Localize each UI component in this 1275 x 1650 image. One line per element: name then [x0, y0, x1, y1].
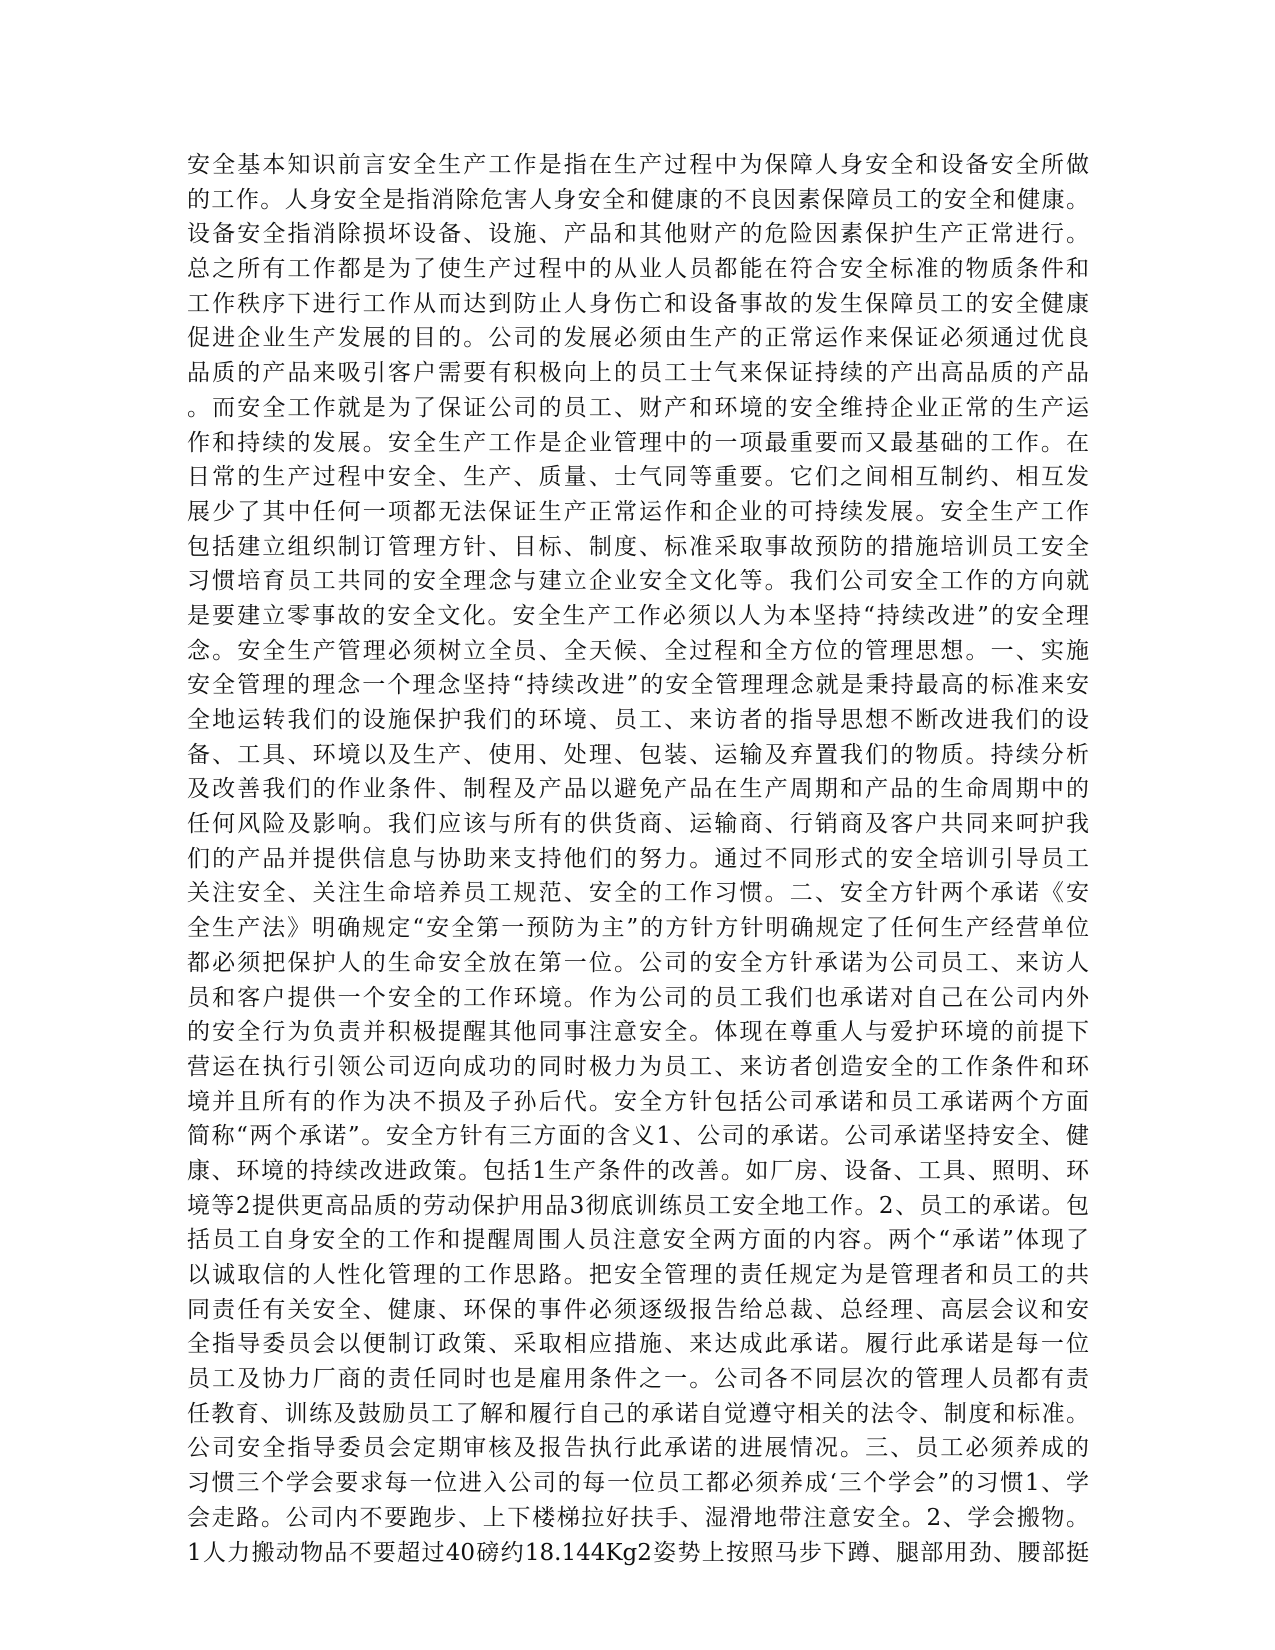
text-line: 全指导委员会以便制订政策、采取相应措施、来达成此承诺。履行此承诺是每一位 [187, 1331, 1089, 1358]
text-line: 境并且所有的作为决不损及子孙后代。安全方针包括公司承诺和员工承诺两个方面 [187, 1088, 1089, 1115]
text-line: 任教育、训练及鼓励员工了解和履行自己的承诺自觉遵守相关的法令、制度和标准。 [187, 1400, 1089, 1427]
body-text [187, 148, 1089, 1570]
text-line: 们的产品并提供信息与协助来支持他们的努力。通过不同形式的安全培训引导员工 [187, 845, 1089, 872]
text-line: 都必须把保护人的生命安全放在第一位。公司的安全方针承诺为公司员工、来访人 [187, 949, 1089, 976]
text-line: 是要建立零事故的安全文化。安全生产工作必须以人为本坚持“持续改进”的安全理 [187, 602, 1089, 629]
text-line: 总之所有工作都是为了使生产过程中的从业人员都能在符合安全标准的物质条件和 [187, 256, 1089, 283]
text-line: 员和客户提供一个安全的工作环境。作为公司的员工我们也承诺对自己在公司内外 [187, 984, 1089, 1011]
text-line: 营运在执行引领公司迈向成功的同时极力为员工、来访者创造安全的工作条件和环 [187, 1053, 1089, 1080]
text-line: 1人力搬动物品不要超过40磅约18.144Kg2姿势上按照马步下蹲、腿部用劲、腰部挺 [187, 1539, 1089, 1566]
text-line: 设备安全指消除损坏设备、设施、产品和其他财产的危险因素保护生产正常进行。 [187, 221, 1089, 248]
text-line: 以诚取信的人性化管理的工作思路。把安全管理的责任规定为是管理者和员工的共 [187, 1262, 1089, 1288]
text-line: 安全基本知识前言安全生产工作是指在生产过程中为保障人身安全和设备安全所做 [187, 152, 1089, 178]
text-line: 。而安全工作就是为了保证公司的员工、财产和环境的安全维持企业正常的生产运 [187, 394, 1089, 421]
text-line: 的安全行为负责并积极提醒其他同事注意安全。体现在尊重人与爱护环境的前提下 [187, 1019, 1089, 1046]
text-line: 康、环境的持续改进政策。包括1生产条件的改善。如厂房、设备、工具、照明、环 [187, 1157, 1089, 1184]
text-line: 全地运转我们的设施保护我们的环境、员工、来访者的指导思想不断改进我们的设 [187, 707, 1089, 733]
text-line: 作和持续的发展。安全生产工作是企业管理中的一项最重要而又最基础的工作。在 [187, 429, 1089, 456]
text-line: 备、工具、环境以及生产、使用、处理、包装、运输及弃置我们的物质。持续分析 [187, 741, 1089, 768]
text-line: 会走路。公司内不要跑步、上下楼梯拉好扶手、湿滑地带注意安全。2、学会搬物。 [187, 1504, 1089, 1531]
text-line: 及改善我们的作业条件、制程及产品以避免产品在生产周期和产品的生命周期中的 [187, 776, 1089, 803]
text-line: 工作秩序下进行工作从而达到防止人身伤亡和设备事故的发生保障员工的安全健康 [187, 290, 1089, 317]
text-line: 简称“两个承诺”。安全方针有三方面的含义1、公司的承诺。公司承诺坚持安全、健 [187, 1123, 1089, 1150]
text-line: 境等2提供更高品质的劳动保护用品3彻底训练员工安全地工作。2、员工的承诺。包 [187, 1192, 1089, 1219]
text-line: 关注安全、关注生命培养员工规范、安全的工作习惯。二、安全方针两个承诺《安 [187, 880, 1089, 907]
text-line: 任何风险及影响。我们应该与所有的供货商、运输商、行销商及客户共同来呵护我 [187, 811, 1089, 838]
text-line: 促进企业生产发展的目的。公司的发展必须由生产的正常运作来保证必须通过优良 [187, 325, 1089, 352]
text-line: 安全管理的理念一个理念坚持“持续改进”的安全管理理念就是秉持最高的标准来安 [187, 672, 1089, 699]
text-line: 展少了其中任何一项都无法保证生产正常运作和企业的可持续发展。安全生产工作 [187, 498, 1089, 525]
text-line: 习惯三个学会要求每一位进入公司的每一位员工都必须养成‘三个学会”的习惯1、学 [187, 1470, 1089, 1497]
text-line: 公司安全指导委员会定期审核及报告执行此承诺的进展情况。三、员工必须养成的 [187, 1435, 1089, 1462]
text-line: 习惯培育员工共同的安全理念与建立企业安全文化等。我们公司安全工作的方向就 [187, 568, 1089, 595]
text-line: 括员工自身安全的工作和提醒周围人员注意安全两方面的内容。两个“承诺”体现了 [187, 1227, 1089, 1254]
text-line: 念。安全生产管理必须树立全员、全天候、全过程和全方位的管理思想。一、实施 [187, 637, 1089, 664]
text-line: 日常的生产过程中安全、生产、质量、士气同等重要。它们之间相互制约、相互发 [187, 464, 1089, 491]
text-line: 包括建立组织制订管理方针、目标、制度、标准采取事故预防的措施培训员工安全 [187, 533, 1089, 560]
text-line: 的工作。人身安全是指消除危害人身安全和健康的不良因素保障员工的安全和健康。 [187, 186, 1089, 213]
text-line: 全生产法》明确规定“安全第一预防为主”的方针方针明确规定了任何生产经营单位 [187, 915, 1089, 942]
text-line: 员工及协力厂商的责任同时也是雇用条件之一。公司各不同层次的管理人员都有责 [187, 1366, 1089, 1393]
text-line: 品质的产品来吸引客户需要有积极向上的员工士气来保证持续的产出高品质的产品 [187, 360, 1089, 387]
text-line: 同责任有关安全、健康、环保的事件必须逐级报告给总裁、总经理、高层会议和安 [187, 1296, 1089, 1323]
